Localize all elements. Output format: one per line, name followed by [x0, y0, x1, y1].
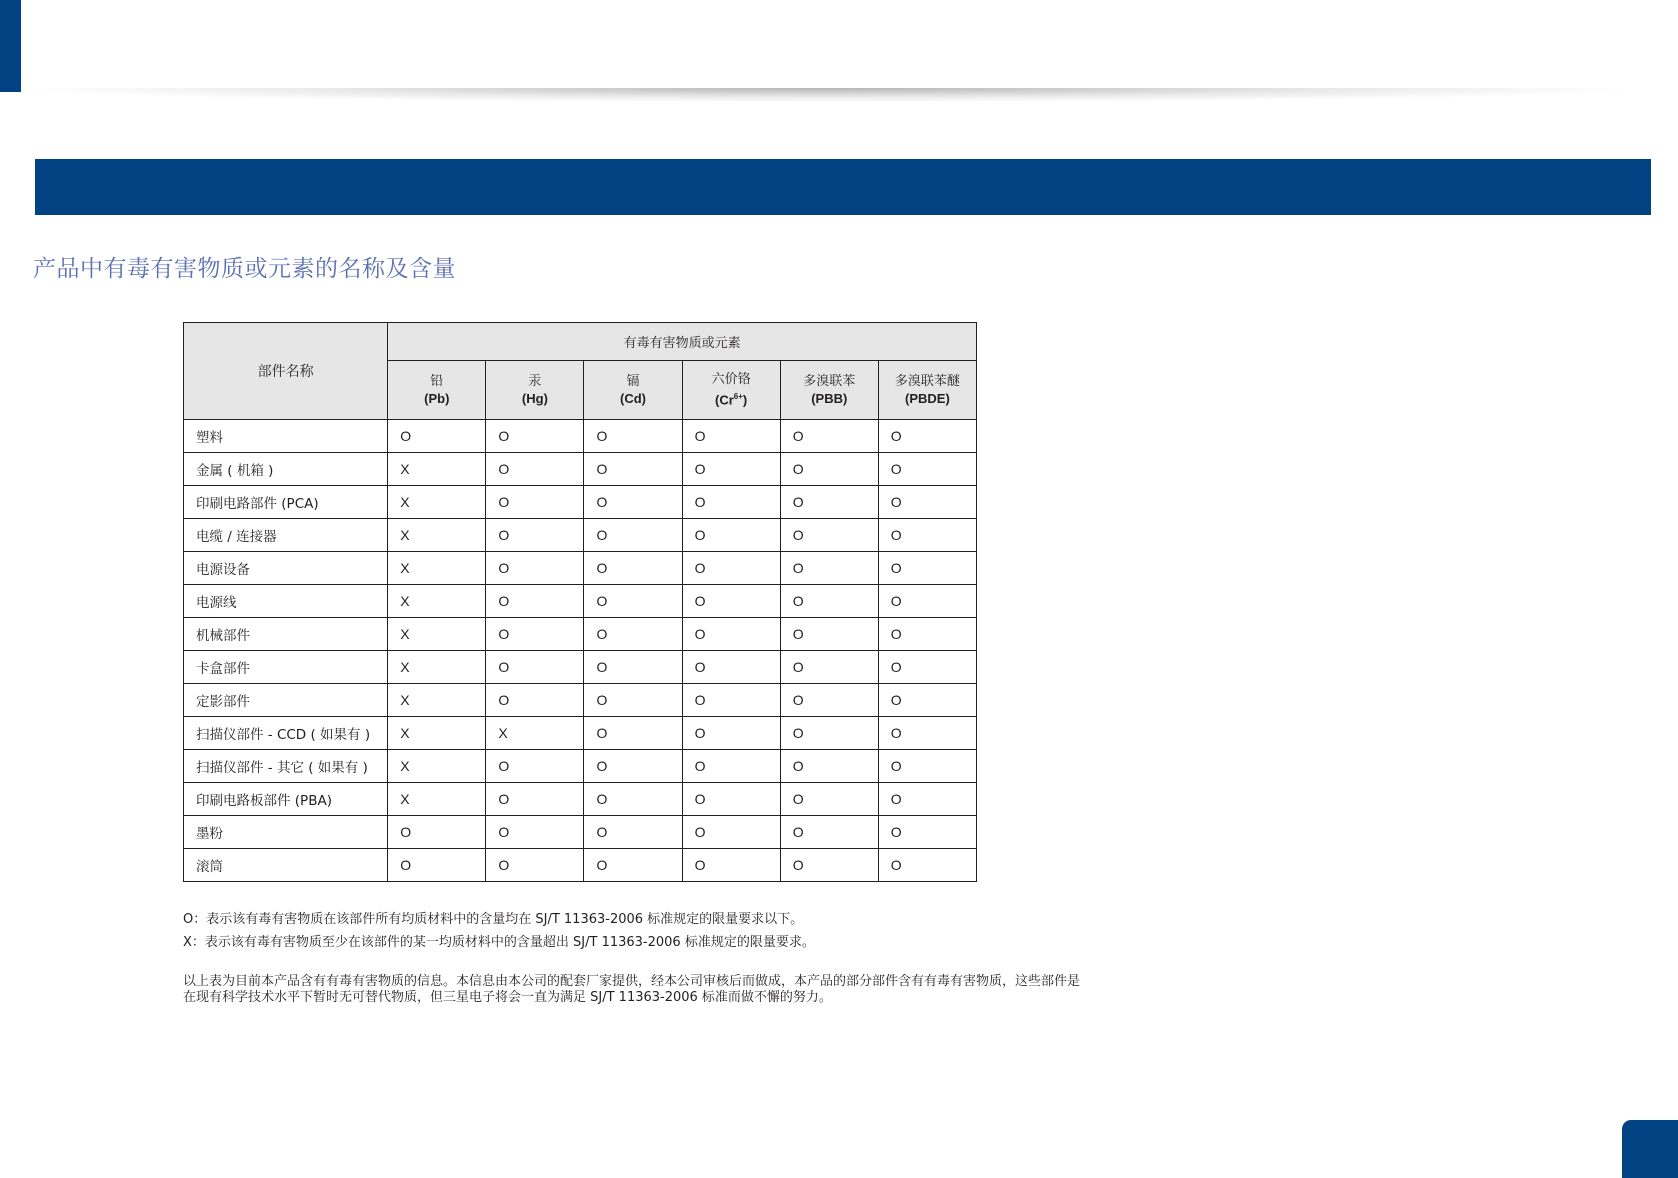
value-cell: O: [878, 816, 976, 849]
part-name-cell: 机械部件: [184, 618, 388, 651]
legend-o: O：表示该有毒有害物质在该部件所有均质材料中的含量均在 SJ/T 11363-2006 标准规定的限量要求以下。: [183, 912, 804, 927]
table-row: [184, 420, 977, 453]
page-tab: [1622, 1120, 1678, 1178]
value-cell: O: [682, 783, 780, 816]
table-row: [184, 684, 977, 717]
table-row: [184, 717, 977, 750]
column-name: 多溴联苯醚: [894, 374, 960, 389]
value-cell: O: [682, 849, 780, 882]
table-row: [184, 783, 977, 816]
value-cell: O: [486, 618, 584, 651]
value-cell: X: [388, 618, 486, 651]
column-name: 多溴联苯: [803, 374, 856, 389]
value-cell: O: [780, 420, 878, 453]
value-cell: O: [682, 618, 780, 651]
value-cell: O: [584, 618, 682, 651]
value-cell: O: [878, 651, 976, 684]
value-cell: O: [682, 552, 780, 585]
column-name: 汞: [528, 374, 542, 389]
column-symbol: (Hg): [521, 391, 548, 406]
column-symbol-chromium: $(Cr^{6+})$: [715, 392, 748, 408]
value-cell: X: [388, 651, 486, 684]
value-cell: X: [388, 486, 486, 519]
part-name-cell: 金属 ( 机箱 ): [184, 453, 388, 486]
column-name: 镉: [626, 374, 640, 389]
value-cell: O: [486, 651, 584, 684]
table-row: [184, 519, 977, 552]
column-symbol: (Cd): [620, 391, 647, 406]
value-cell: X: [388, 750, 486, 783]
part-name-cell: 墨粉: [184, 816, 388, 849]
part-name-cell: 扫描仪部件 - 其它 ( 如果有 ): [184, 750, 388, 783]
value-cell: O: [584, 684, 682, 717]
value-cell: O: [878, 783, 976, 816]
value-cell: O: [486, 849, 584, 882]
value-cell: O: [682, 684, 780, 717]
value-cell: X: [388, 552, 486, 585]
corner-tab: [0, 0, 21, 92]
value-cell: O: [584, 717, 682, 750]
value-cell: X: [486, 717, 584, 750]
value-cell: O: [780, 849, 878, 882]
value-cell: O: [682, 651, 780, 684]
value-cell: O: [780, 651, 878, 684]
value-cell: O: [780, 453, 878, 486]
table-body: [184, 420, 977, 882]
value-cell: O: [584, 453, 682, 486]
column-header-pbb: [780, 361, 878, 420]
title-bar: [35, 159, 1651, 215]
value-cell: O: [486, 585, 584, 618]
table-row: [184, 816, 977, 849]
column-header-lead: [388, 361, 486, 420]
value-cell: O: [388, 849, 486, 882]
value-cell: O: [780, 519, 878, 552]
value-cell: O: [682, 585, 780, 618]
value-cell: O: [682, 420, 780, 453]
value-cell: O: [682, 519, 780, 552]
part-name-cell: 塑料: [184, 420, 388, 453]
legend: [183, 908, 815, 954]
value-cell: X: [388, 453, 486, 486]
column-header-mercury: [486, 361, 584, 420]
value-cell: O: [584, 420, 682, 453]
value-cell: O: [584, 486, 682, 519]
value-cell: O: [584, 585, 682, 618]
value-cell: O: [682, 717, 780, 750]
column-header-cadmium: [584, 361, 682, 420]
value-cell: X: [388, 519, 486, 552]
part-name-cell: 电缆 / 连接器: [184, 519, 388, 552]
table-row: [184, 750, 977, 783]
value-cell: O: [878, 420, 976, 453]
value-cell: O: [486, 486, 584, 519]
value-cell: O: [584, 849, 682, 882]
value-cell: O: [682, 453, 780, 486]
value-cell: O: [780, 618, 878, 651]
value-cell: O: [584, 519, 682, 552]
value-cell: O: [486, 750, 584, 783]
value-cell: O: [584, 816, 682, 849]
table-row: [184, 849, 977, 882]
value-cell: O: [486, 552, 584, 585]
column-name: 六价铬: [711, 372, 751, 388]
disclaimer-note: 以上表为目前本产品含有有毒有害物质的信息。本信息由本公司的配套厂家提供，经本公司审核后而做成，本产品的部分部件含有有毒有害物质，这些部件是在现有科学技术水平下暂时无可替代物质，但三星电子将会一直为满足 SJ/T 11363-2006 标准而做不懈的努力。: [183, 974, 1081, 1005]
value-cell: O: [878, 849, 976, 882]
value-cell: O: [388, 420, 486, 453]
hazardous-substances-table: [183, 322, 977, 882]
value-cell: O: [878, 618, 976, 651]
value-cell: O: [486, 684, 584, 717]
value-cell: O: [584, 750, 682, 783]
table-row: [184, 486, 977, 519]
value-cell: O: [682, 750, 780, 783]
value-cell: O: [388, 816, 486, 849]
value-cell: O: [780, 585, 878, 618]
value-cell: X: [388, 684, 486, 717]
part-name-cell: 卡盒部件: [184, 651, 388, 684]
value-cell: O: [878, 519, 976, 552]
value-cell: X: [388, 783, 486, 816]
value-cell: O: [878, 552, 976, 585]
value-cell: O: [878, 717, 976, 750]
value-cell: O: [878, 750, 976, 783]
part-name-cell: 电源线: [184, 585, 388, 618]
header-divider-shadow: [30, 88, 1630, 102]
value-cell: O: [780, 552, 878, 585]
part-name-cell: 电源设备: [184, 552, 388, 585]
value-cell: X: [388, 585, 486, 618]
value-cell: O: [878, 585, 976, 618]
part-name-cell: 印刷电路板部件 (PBA): [184, 783, 388, 816]
table-row: [184, 453, 977, 486]
table-row: [184, 651, 977, 684]
value-cell: O: [780, 684, 878, 717]
value-cell: O: [682, 816, 780, 849]
section-title: 产品中有毒有害物质或元素的名称及含量: [33, 256, 456, 282]
column-symbol: (PBB): [811, 391, 848, 406]
table-row: [184, 585, 977, 618]
value-cell: O: [486, 783, 584, 816]
column-symbol: (PBDE): [905, 391, 950, 406]
value-cell: O: [486, 453, 584, 486]
value-cell: O: [486, 420, 584, 453]
legend-x: X：表示该有毒有害物质至少在该部件的某一均质材料中的含量超出 SJ/T 11363-2006 标准规定的限量要求。: [183, 935, 815, 950]
value-cell: O: [878, 684, 976, 717]
value-cell: O: [584, 783, 682, 816]
value-cell: O: [584, 651, 682, 684]
part-name-cell: 滚筒: [184, 849, 388, 882]
value-cell: O: [878, 486, 976, 519]
value-cell: X: [388, 717, 486, 750]
value-cell: O: [486, 519, 584, 552]
value-cell: O: [682, 486, 780, 519]
value-cell: O: [584, 552, 682, 585]
part-name-cell: 定影部件: [184, 684, 388, 717]
value-cell: O: [780, 816, 878, 849]
value-cell: O: [780, 486, 878, 519]
value-cell: O: [780, 750, 878, 783]
table-row: [184, 552, 977, 585]
column-header-chromium: [682, 361, 780, 420]
column-symbol: (Pb): [424, 391, 450, 406]
table-row: [184, 618, 977, 651]
value-cell: O: [780, 717, 878, 750]
column-name: 铅: [430, 374, 444, 389]
value-cell: O: [780, 783, 878, 816]
part-name-cell: 扫描仪部件 - CCD ( 如果有 ): [184, 717, 388, 750]
value-cell: O: [486, 816, 584, 849]
part-name-header: 部件名称: [184, 323, 388, 420]
value-cell: O: [878, 453, 976, 486]
substance-group-header: 有毒有害物质或元素: [388, 323, 977, 361]
column-header-pbde: [878, 361, 976, 420]
part-name-cell: 印刷电路部件 (PCA): [184, 486, 388, 519]
